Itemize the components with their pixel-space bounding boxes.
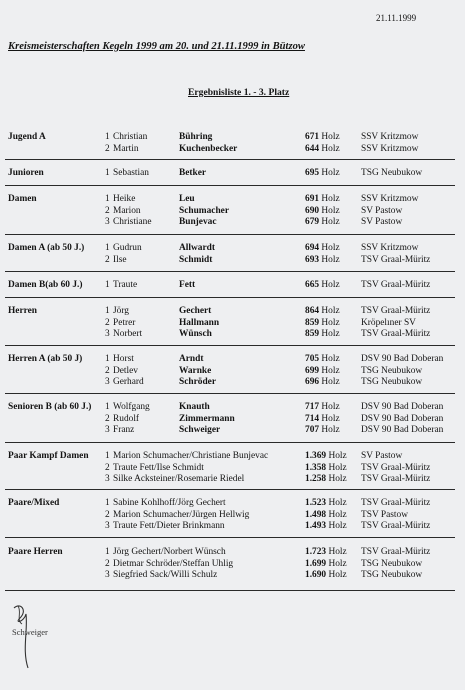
result-row: [0, 547, 465, 558]
first-name: Christian: [113, 132, 148, 142]
score-unit: Holz: [321, 143, 340, 154]
score: [305, 463, 347, 474]
pair-names: Silke Acksteiner/Rosemarie Riedel: [113, 474, 245, 485]
result-row: [0, 570, 465, 581]
club-name: SSV Kritzmow: [361, 132, 419, 142]
result-row: [0, 306, 465, 317]
score-value: 665: [305, 280, 320, 290]
club-name: TSG Neubukow: [361, 570, 423, 581]
result-row: [0, 280, 465, 291]
club-name: TSV Pastow: [361, 509, 408, 520]
section-divider: [5, 590, 455, 591]
score: [305, 206, 340, 217]
first-name: Christiane: [113, 217, 152, 228]
first-name: Gerhard: [113, 377, 144, 388]
section-divider: [5, 442, 455, 443]
place-number: 1: [105, 547, 110, 557]
score-unit: Holz: [321, 168, 340, 178]
score: [305, 255, 340, 266]
last-name: Gechert: [179, 306, 212, 316]
result-row: [0, 217, 465, 228]
category-name: Junioren: [8, 168, 44, 178]
first-name: Heike: [113, 194, 136, 204]
signature-name: Schweiger: [12, 627, 48, 637]
club-name: TSV Graal-Müritz: [361, 306, 431, 316]
first-name: Sebastian: [113, 168, 149, 178]
score: [305, 306, 340, 317]
score: [305, 414, 340, 425]
pair-names: Marion Schumacher/Christiane Bunjevac: [113, 451, 269, 461]
score: [305, 168, 340, 179]
section-divider: [5, 271, 455, 272]
club-name: TSV Graal-Müritz: [361, 474, 431, 485]
score: [305, 510, 347, 521]
score-value: 1.493: [305, 521, 327, 532]
score-unit: Holz: [328, 547, 347, 557]
result-row: [0, 498, 465, 509]
result-row: [0, 414, 465, 425]
category-name: Damen: [8, 194, 37, 204]
section-divider: [5, 537, 455, 538]
place-number: 3: [105, 521, 110, 532]
pair-names: Dietmar Schröder/Steffan Uhlig: [113, 558, 234, 569]
pair-names: Traute Fett/Dieter Brinkmann: [113, 521, 225, 532]
place-number: 2: [105, 558, 110, 569]
section-divider: [5, 297, 455, 298]
place-number: 2: [105, 143, 110, 154]
place-number: 1: [105, 243, 110, 253]
place-number: 2: [105, 462, 110, 473]
score-value: 1.699: [305, 558, 327, 569]
last-name: Schumacher: [179, 205, 229, 216]
first-name: Traute: [113, 280, 138, 290]
result-row: [0, 451, 465, 462]
category-name: Damen B(ab 60 J.): [8, 280, 83, 290]
score-value: 691: [305, 194, 320, 204]
score-unit: Holz: [328, 451, 347, 461]
score-unit: Holz: [321, 365, 340, 376]
place-number: 3: [105, 377, 110, 388]
last-name: Betker: [179, 168, 207, 178]
place-number: 1: [105, 280, 110, 290]
club-name: Kröpelıner SV: [361, 317, 416, 328]
club-name: TSV Graal-Müritz: [361, 498, 431, 508]
score-unit: Holz: [321, 306, 340, 316]
result-row: [0, 510, 465, 521]
score-value: 864: [305, 306, 320, 316]
club-name: SSV Kritzmow: [361, 194, 419, 204]
place-number: 2: [105, 509, 110, 520]
place-number: 1: [105, 194, 110, 204]
club-name: TSV Graal-Müritz: [361, 547, 431, 557]
score-value: 1.358: [305, 462, 327, 473]
result-row: [0, 194, 465, 205]
score: [305, 217, 340, 228]
last-name: Bunjevac: [179, 217, 217, 228]
score: [305, 132, 340, 143]
score-value: 1.690: [305, 570, 327, 581]
last-name: Zimmermann: [179, 413, 235, 424]
club-name: TSV Graal-Müritz: [361, 254, 431, 265]
category-name: Paare/Mixed: [8, 498, 60, 508]
first-name: Detlev: [113, 365, 138, 376]
section-divider: [5, 159, 455, 160]
last-name: Bühring: [179, 132, 213, 142]
score-unit: Holz: [321, 205, 340, 216]
score-unit: Holz: [321, 354, 340, 364]
club-name: TSG Neubukow: [361, 558, 423, 569]
score: [305, 144, 340, 155]
score-unit: Holz: [328, 462, 347, 473]
result-row: [0, 318, 465, 329]
club-name: TSV Graal-Müritz: [361, 521, 431, 532]
score-value: 695: [305, 168, 320, 178]
score-value: 705: [305, 354, 320, 364]
last-name: Knauth: [179, 402, 210, 412]
score: [305, 425, 340, 436]
place-number: 1: [105, 402, 110, 412]
first-name: Horst: [113, 354, 134, 364]
score-value: 859: [305, 317, 320, 328]
score-unit: Holz: [321, 317, 340, 328]
score-value: 714: [305, 413, 320, 424]
score-value: 707: [305, 425, 320, 436]
score-value: 693: [305, 254, 320, 265]
score: [305, 354, 340, 365]
result-row: [0, 206, 465, 217]
place-number: 2: [105, 413, 110, 424]
section-divider: [5, 234, 455, 235]
score-unit: Holz: [321, 254, 340, 265]
score-unit: Holz: [321, 194, 340, 204]
place-number: 2: [105, 205, 110, 216]
result-row: [0, 425, 465, 436]
category-name: Herren A (ab 50 J): [8, 354, 83, 364]
score: [305, 366, 340, 377]
first-name: Wolfgang: [113, 402, 150, 412]
score-unit: Holz: [321, 413, 340, 424]
first-name: Gudrun: [113, 243, 142, 253]
club-name: DSV 90 Bad Doberan: [361, 425, 444, 436]
category-name: Damen A (ab 50 J.): [8, 243, 85, 253]
score-value: 1.369: [305, 451, 327, 461]
place-number: 3: [105, 425, 110, 436]
club-name: DSV 90 Bad Doberan: [361, 402, 444, 412]
first-name: Martin: [113, 143, 139, 154]
category-name: Paar Kampf Damen: [8, 451, 89, 461]
score-unit: Holz: [321, 243, 340, 253]
last-name: Hallmann: [179, 317, 220, 328]
place-number: 1: [105, 306, 110, 316]
place-number: 3: [105, 474, 110, 485]
result-row: [0, 559, 465, 570]
score-unit: Holz: [321, 425, 340, 436]
score-value: 1.258: [305, 474, 327, 485]
last-name: Fett: [179, 280, 196, 290]
result-row: [0, 402, 465, 413]
club-name: TSV Graal-Müritz: [361, 280, 431, 290]
club-name: TSG Neubukow: [361, 377, 423, 388]
last-name: Schröder: [179, 377, 216, 388]
place-number: 2: [105, 365, 110, 376]
category-name: Paare Herren: [8, 547, 63, 557]
first-name: Norbert: [113, 329, 143, 340]
club-name: SV Pastow: [361, 217, 403, 228]
score-unit: Holz: [328, 498, 347, 508]
first-name: Franz: [113, 425, 135, 436]
club-name: TSV Graal-Müritz: [361, 462, 431, 473]
section-divider: [5, 185, 455, 186]
score-unit: Holz: [321, 402, 340, 412]
section-divider: [5, 393, 455, 394]
score-value: 717: [305, 402, 320, 412]
score: [305, 521, 347, 532]
result-row: [0, 366, 465, 377]
score-unit: Holz: [328, 558, 347, 569]
last-name: Warnke: [179, 365, 212, 376]
last-name: Schmidt: [179, 254, 213, 265]
place-number: 1: [105, 168, 110, 178]
last-name: Arndt: [179, 354, 204, 364]
pair-names: Siegfried Sack/Willi Schulz: [113, 570, 218, 581]
club-name: SV Pastow: [361, 205, 403, 216]
document-title: Kreismeisterschaften Kegeln 1999 am 20. und 21.11.1999 in Bützow: [8, 41, 305, 52]
place-number: 1: [105, 498, 110, 508]
score-unit: Holz: [321, 377, 340, 388]
place-number: 1: [105, 451, 110, 461]
club-name: TSG Neubukow: [361, 168, 423, 178]
club-name: TSG Neubukow: [361, 365, 423, 376]
score-value: 694: [305, 243, 320, 253]
place-number: 1: [105, 354, 110, 364]
score-unit: Holz: [321, 280, 340, 290]
score-value: 690: [305, 205, 320, 216]
score-unit: Holz: [321, 329, 340, 340]
score-value: 679: [305, 217, 320, 228]
score: [305, 377, 340, 388]
result-row: [0, 255, 465, 266]
result-row: [0, 168, 465, 179]
club-name: SSV Kritzmow: [361, 143, 419, 154]
pair-names: Sabine Kohlhoff/Jörg Gechert: [113, 498, 226, 508]
score-unit: Holz: [328, 509, 347, 520]
score-value: 1.723: [305, 547, 327, 557]
category-name: Herren: [8, 306, 37, 316]
score-unit: Holz: [328, 570, 347, 581]
result-row: [0, 354, 465, 365]
place-number: 3: [105, 217, 110, 228]
result-row: [0, 474, 465, 485]
category-name: Senioren B (ab 60 J.): [8, 402, 92, 412]
first-name: Marion: [113, 205, 141, 216]
document-date: 21.11.1999: [376, 13, 417, 23]
place-number: 3: [105, 570, 110, 581]
score: [305, 402, 340, 413]
score: [305, 243, 340, 254]
first-name: Rudolf: [113, 413, 140, 424]
result-row: [0, 144, 465, 155]
last-name: Allwardt: [179, 243, 215, 253]
score-value: 859: [305, 329, 320, 340]
score-unit: Holz: [321, 132, 340, 142]
last-name: Kuchenbecker: [179, 143, 238, 154]
place-number: 2: [105, 254, 110, 265]
result-row: [0, 329, 465, 340]
category-name: Jugend A: [8, 132, 46, 142]
score-value: 671: [305, 132, 320, 142]
score: [305, 570, 347, 581]
score-value: 699: [305, 365, 320, 376]
result-row: [0, 243, 465, 254]
first-name: Jörg: [113, 306, 129, 316]
result-row: [0, 377, 465, 388]
score: [305, 547, 347, 558]
club-name: DSV 90 Bad Doberan: [361, 413, 444, 424]
result-row: [0, 463, 465, 474]
result-row: [0, 521, 465, 532]
score-unit: Holz: [321, 217, 340, 228]
place-number: 3: [105, 329, 110, 340]
score: [305, 280, 340, 291]
score: [305, 451, 347, 462]
score-unit: Holz: [328, 521, 347, 532]
section-divider: [5, 489, 455, 490]
place-number: 1: [105, 132, 110, 142]
score-value: 696: [305, 377, 320, 388]
pair-names: Jörg Gechert/Norbert Wünsch: [113, 547, 226, 557]
score: [305, 474, 347, 485]
last-name: Schweiger: [179, 425, 221, 436]
score: [305, 194, 340, 205]
club-name: SSV Kritzmow: [361, 243, 419, 253]
score: [305, 498, 347, 509]
club-name: DSV 90 Bad Doberan: [361, 354, 444, 364]
results-subtitle: Ergebnisliste 1. - 3. Platz: [188, 87, 290, 98]
first-name: Petrer: [113, 317, 136, 328]
score: [305, 559, 347, 570]
club-name: SV Pastow: [361, 451, 403, 461]
pair-names: Marion Schumacher/Jürgen Hellwig: [113, 509, 250, 520]
score-value: 1.523: [305, 498, 327, 508]
score: [305, 329, 340, 340]
place-number: 2: [105, 317, 110, 328]
pair-names: Traute Fett/Ilse Schmidt: [113, 462, 204, 473]
score: [305, 318, 340, 329]
score-unit: Holz: [328, 474, 347, 485]
last-name: Wünsch: [179, 329, 212, 340]
club-name: TSV Graal-Müritz: [361, 329, 431, 340]
score-value: 644: [305, 143, 320, 154]
score-value: 1.498: [305, 509, 327, 520]
result-row: [0, 132, 465, 143]
last-name: Leu: [179, 194, 195, 204]
first-name: Ilse: [113, 254, 127, 265]
section-divider: [5, 345, 455, 346]
